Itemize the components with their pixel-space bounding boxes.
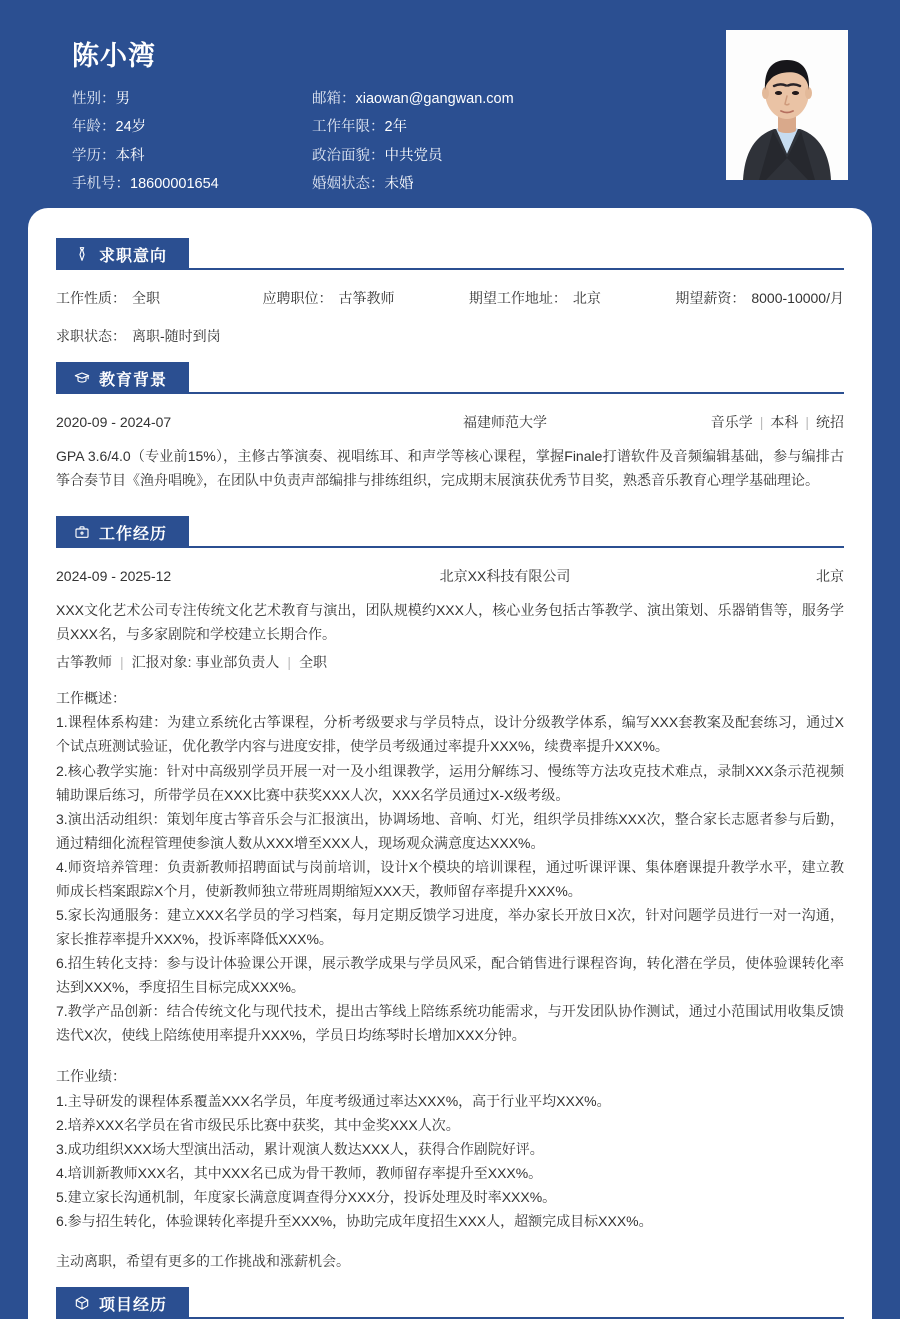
work-position-meta bbox=[56, 652, 844, 672]
field-target-position bbox=[262, 288, 468, 308]
info-value: 2年 bbox=[384, 119, 408, 136]
field-value: 离职-随时到岗 bbox=[132, 328, 221, 344]
section-header-work-experience bbox=[28, 516, 872, 548]
header-left-column bbox=[72, 30, 726, 194]
section-header-education bbox=[28, 362, 872, 394]
info-label: 年龄： bbox=[72, 119, 116, 136]
education-description: GPA 3.6/4.0（专业前15%），主修古筝演奏、视唱练耳、和声学等核心课程，掌握Finale打谱软件及音频编辑基础，参与编排古筝合奏节目《渔舟唱晚》，在团队中负责声部编排与排练组织，完成期末展演获优秀节目奖，熟悉音乐教育心理学基础理论。 bbox=[56, 448, 844, 489]
work-achievement-item: 1.主导研发的课程体系覆盖XXX名学员，年度考级通过率达XXX%，高于行业平均XXX%。 bbox=[56, 1092, 611, 1109]
section-body-education bbox=[28, 394, 872, 516]
work-location: 北京 bbox=[816, 568, 844, 585]
field-expected-location bbox=[469, 288, 675, 308]
education-school: 福建师范大学 bbox=[463, 414, 547, 430]
info-label: 工作年限： bbox=[312, 119, 385, 136]
graduation-cap-icon bbox=[74, 370, 90, 386]
section-tab-project-experience bbox=[56, 1287, 189, 1319]
info-value: 未婚 bbox=[384, 176, 414, 193]
education-date-range: 2020-09 - 2024-07 bbox=[56, 414, 172, 430]
work-closing-note: 主动离职，希望有更多的工作挑战和涨薪机会。 bbox=[56, 1253, 350, 1270]
section-title-education: 教育背景 bbox=[99, 371, 168, 389]
field-work-nature bbox=[56, 288, 262, 308]
work-overview-title: 工作概述： bbox=[56, 690, 126, 707]
briefcase-icon bbox=[74, 524, 90, 540]
field-value: 北京 bbox=[572, 290, 601, 306]
info-label: 性别： bbox=[72, 91, 116, 107]
info-label: 政治面貌： bbox=[312, 147, 385, 164]
section-tab-job-intention bbox=[56, 238, 189, 270]
work-overview-item: 3.演出活动组织：策划年度古筝音乐会与汇报演出，协调场地、音响、灯光，组织学员排练XXX次，整合家长志愿者参与后勤，通过精细化流程管理使参演人数从XXX增至XXX人，现场观众满意度达XXX%。 bbox=[56, 810, 844, 851]
info-label: 手机号： bbox=[72, 176, 130, 193]
info-item-email bbox=[312, 91, 726, 108]
work-achievement-list bbox=[56, 1089, 844, 1233]
work-overview-item: 5.家长沟通服务：建立XXX名学员的学习档案，每月定期反馈学习进度，举办家长开放日X次，针对问题学员进行一对一沟通，家长推荐率提升XXX%，投诉率降低XXX%。 bbox=[56, 907, 844, 948]
field-label: 求职状态： bbox=[56, 328, 126, 344]
info-value: xiaowan@gangwan.com bbox=[355, 91, 514, 107]
education-major: 音乐学 bbox=[710, 414, 753, 430]
section-body-job-intention bbox=[28, 270, 872, 362]
work-overview-item: 4.师资培养管理：负责新教师招聘面试与岗前培训，设计X个模块的培训课程，通过听课评课、集体磨课提升教学水平，建立教师成长档案跟踪X个月，使新教师独立带班周期缩短XXX天，教师留存率提升XXX%。 bbox=[56, 858, 844, 899]
job-intention-row-2 bbox=[56, 326, 844, 346]
section-title-work-experience: 工作经历 bbox=[99, 525, 168, 543]
work-achievement-item: 5.建立家长沟通机制，年度家长满意度调查得分XXX分，投诉处理及时率XXX%。 bbox=[56, 1188, 557, 1205]
info-label: 婚姻状态： bbox=[312, 176, 385, 193]
section-header-project-experience bbox=[28, 1287, 872, 1319]
work-company-intro: XXX文化艺术公司专注传统文化艺术教育与演出，团队规模约XXX人，核心业务包括古筝教学、演出策划、乐器销售等，服务学员XXX名，与多家剧院和学校建立长期合作。 bbox=[56, 602, 844, 643]
field-job-status bbox=[56, 326, 269, 346]
education-degree: 本科 bbox=[770, 414, 799, 430]
work-overview-item: 1.课程体系构建：为建立系统化古筝课程，分析考级要求与学员特点，设计分级教学体系，编写XXX套教案及配套练习，通过X个试点班测试验证，优化教学内容与进度安排，使学员考级通过率提升XXX%，续费率提升XXX%。 bbox=[56, 714, 844, 755]
section-work-experience bbox=[28, 516, 872, 1287]
section-title-project-experience: 项目经历 bbox=[99, 1296, 168, 1314]
info-item-political-status bbox=[312, 148, 726, 165]
work-achievement-title: 工作业绩： bbox=[56, 1068, 126, 1085]
work-achievement-item: 6.参与招生转化，体验课转化率提升至XXX%，协助完成年度招生XXX人，超额完成目标XXX%。 bbox=[56, 1212, 653, 1229]
education-admission: 统招 bbox=[816, 414, 844, 430]
divider: | bbox=[287, 654, 292, 671]
field-value: 全职 bbox=[132, 290, 160, 306]
candidate-photo bbox=[726, 30, 848, 180]
resume-header bbox=[0, 0, 900, 208]
work-achievement-item: 3.成功组织XXX场大型演出活动，累计观演人数达XXX人，获得合作剧院好评。 bbox=[56, 1140, 544, 1157]
info-value: 男 bbox=[115, 91, 130, 107]
tie-icon bbox=[74, 246, 90, 262]
personal-info-grid bbox=[72, 91, 726, 194]
work-report-to: 汇报对象: 事业部负责人 bbox=[131, 654, 280, 671]
section-tab-work-experience bbox=[56, 516, 189, 548]
job-intention-row-1 bbox=[56, 288, 844, 308]
work-achievement-item: 2.培养XXX名学员在省市级民乐比赛中获奖，其中金奖XXX人次。 bbox=[56, 1116, 460, 1133]
education-entry-header bbox=[56, 412, 844, 432]
section-education bbox=[28, 362, 872, 516]
info-label: 学历： bbox=[72, 147, 116, 164]
info-item-gender bbox=[72, 91, 312, 108]
field-label: 期望工作地址： bbox=[468, 290, 567, 306]
divider: | bbox=[759, 414, 764, 430]
field-label: 应聘职位： bbox=[262, 290, 333, 306]
info-item-education bbox=[72, 148, 312, 165]
work-overview-list bbox=[56, 710, 844, 1047]
work-overview-item: 7.教学产品创新：结合传统文化与现代技术，提出古筝线上陪练系统功能需求，与开发团队协作测试，通过小范围试用收集反馈迭代X次，使线上陪练使用率提升XXX%，学员日均练琴时长增加XXX分钟。 bbox=[56, 1003, 844, 1044]
work-position: 古筝教师 bbox=[56, 654, 112, 671]
info-item-phone bbox=[72, 176, 312, 193]
info-item-age bbox=[72, 119, 312, 136]
education-meta bbox=[624, 412, 844, 432]
section-project-experience bbox=[28, 1287, 872, 1319]
info-value: 24岁 bbox=[115, 119, 147, 136]
info-value: 中共党员 bbox=[384, 147, 443, 164]
work-date-range: 2024-09 - 2025-12 bbox=[56, 568, 172, 585]
section-tab-education bbox=[56, 362, 189, 394]
cube-icon bbox=[74, 1295, 90, 1311]
candidate-name: 陈小湾 bbox=[72, 41, 156, 71]
work-achievement-item: 4.培训新教师XXX名，其中XXX名已成为骨干教师，教师留存率提升至XXX%。 bbox=[56, 1164, 543, 1181]
info-label: 邮箱： bbox=[312, 91, 356, 107]
info-value: 本科 bbox=[115, 147, 145, 164]
resume-body-card bbox=[28, 208, 872, 1319]
section-title-job-intention: 求职意向 bbox=[99, 247, 168, 265]
section-job-intention bbox=[28, 238, 872, 362]
work-overview-item: 6.招生转化支持：参与设计体验课公开课，展示教学成果与学员风采，配合销售进行课程咨询，转化潜在学员，使体验课转化率达到XXX%，季度招生目标完成XXX%。 bbox=[56, 955, 844, 996]
work-entry-header bbox=[56, 566, 844, 586]
info-item-marital-status bbox=[312, 176, 726, 193]
section-body-work-experience bbox=[28, 548, 872, 1287]
field-label: 工作性质： bbox=[56, 290, 126, 306]
spacer bbox=[56, 1047, 844, 1064]
field-expected-salary bbox=[675, 288, 844, 308]
divider: | bbox=[120, 654, 124, 671]
work-job-type: 全职 bbox=[299, 654, 328, 671]
work-company: 北京XX科技有限公司 bbox=[439, 568, 571, 585]
field-label: 期望薪资： bbox=[675, 290, 746, 306]
field-value: 8000-10000/月 bbox=[751, 290, 844, 306]
field-value: 古筝教师 bbox=[338, 290, 395, 306]
info-item-work-years bbox=[312, 119, 726, 136]
work-overview-item: 2.核心教学实施：针对中高级别学员开展一对一及小组课教学，运用分解练习、慢练等方法攻克技术难点，录制XXX条示范视频辅助课后练习，所带学员在XXX比赛中获奖XXX人次，XXX名学员通过X-X级考级。 bbox=[56, 762, 844, 803]
info-value: 18600001654 bbox=[130, 176, 219, 193]
section-header-job-intention bbox=[28, 238, 872, 270]
divider: | bbox=[805, 414, 809, 430]
